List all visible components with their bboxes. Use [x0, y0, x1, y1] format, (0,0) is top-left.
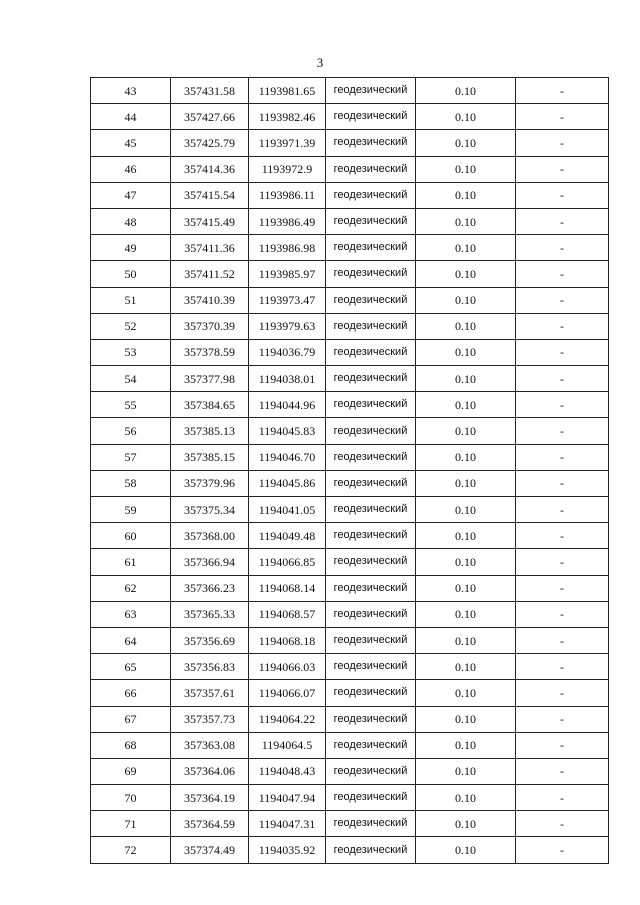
method-cell: геодезический: [326, 392, 416, 418]
x-coordinate-cell: 357425.79: [171, 130, 249, 156]
y-coordinate-cell: 1193985.97: [249, 261, 326, 287]
point-number-cell: 51: [91, 287, 171, 313]
table-row: [91, 339, 609, 365]
table-row: [91, 627, 609, 653]
description-cell: -: [516, 706, 609, 732]
x-coordinate-cell: 357431.58: [171, 78, 249, 104]
x-coordinate-cell: 357378.59: [171, 339, 249, 365]
precision-cell: 0.10: [416, 418, 516, 444]
y-coordinate-cell: 1193986.98: [249, 235, 326, 261]
y-coordinate-cell: 1194066.07: [249, 680, 326, 706]
x-coordinate-cell: 357375.34: [171, 497, 249, 523]
description-cell: -: [516, 654, 609, 680]
table-row: [91, 235, 609, 261]
x-coordinate-cell: 357411.52: [171, 261, 249, 287]
method-cell: геодезический: [326, 654, 416, 680]
method-cell: геодезический: [326, 130, 416, 156]
description-cell: -: [516, 497, 609, 523]
table-row: [91, 313, 609, 339]
y-coordinate-cell: 1193986.11: [249, 182, 326, 208]
x-coordinate-cell: 357411.36: [171, 235, 249, 261]
point-number-cell: 72: [91, 837, 171, 863]
description-cell: -: [516, 235, 609, 261]
description-cell: -: [516, 261, 609, 287]
method-cell: геодезический: [326, 339, 416, 365]
x-coordinate-cell: 357427.66: [171, 104, 249, 130]
point-number-cell: 49: [91, 235, 171, 261]
description-cell: -: [516, 523, 609, 549]
method-cell: геодезический: [326, 261, 416, 287]
table-row: [91, 680, 609, 706]
precision-cell: 0.10: [416, 758, 516, 784]
table-row: [91, 78, 609, 104]
x-coordinate-cell: 357356.83: [171, 654, 249, 680]
x-coordinate-cell: 357363.08: [171, 732, 249, 758]
table-row: [91, 182, 609, 208]
description-cell: -: [516, 208, 609, 234]
table-row: [91, 523, 609, 549]
y-coordinate-cell: 1194046.70: [249, 444, 326, 470]
page-number: 3: [316, 55, 324, 70]
x-coordinate-cell: 357356.69: [171, 627, 249, 653]
point-number-cell: 66: [91, 680, 171, 706]
description-cell: -: [516, 156, 609, 182]
y-coordinate-cell: 1194048.43: [249, 758, 326, 784]
description-cell: -: [516, 313, 609, 339]
point-number-cell: 53: [91, 339, 171, 365]
table-row: [91, 811, 609, 837]
precision-cell: 0.10: [416, 654, 516, 680]
method-cell: геодезический: [326, 811, 416, 837]
precision-cell: 0.10: [416, 444, 516, 470]
description-cell: -: [516, 470, 609, 496]
method-cell: геодезический: [326, 549, 416, 575]
y-coordinate-cell: 1193972.9: [249, 156, 326, 182]
precision-cell: 0.10: [416, 261, 516, 287]
table-row: [91, 706, 609, 732]
x-coordinate-cell: 357415.54: [171, 182, 249, 208]
precision-cell: 0.10: [416, 497, 516, 523]
y-coordinate-cell: 1194045.86: [249, 470, 326, 496]
method-cell: геодезический: [326, 680, 416, 706]
point-number-cell: 52: [91, 313, 171, 339]
x-coordinate-cell: 357415.49: [171, 208, 249, 234]
y-coordinate-cell: 1194044.96: [249, 392, 326, 418]
x-coordinate-cell: 357364.59: [171, 811, 249, 837]
method-cell: геодезический: [326, 575, 416, 601]
y-coordinate-cell: 1194068.18: [249, 627, 326, 653]
table-row: [91, 287, 609, 313]
point-number-cell: 64: [91, 627, 171, 653]
x-coordinate-cell: 357366.94: [171, 549, 249, 575]
table-row: [91, 444, 609, 470]
y-coordinate-cell: 1194047.31: [249, 811, 326, 837]
x-coordinate-cell: 357357.73: [171, 706, 249, 732]
point-number-cell: 54: [91, 366, 171, 392]
table-row: [91, 470, 609, 496]
description-cell: -: [516, 758, 609, 784]
method-cell: геодезический: [326, 208, 416, 234]
method-cell: геодезический: [326, 287, 416, 313]
table-row: [91, 654, 609, 680]
y-coordinate-cell: 1194041.05: [249, 497, 326, 523]
method-cell: геодезический: [326, 732, 416, 758]
table-row: [91, 156, 609, 182]
precision-cell: 0.10: [416, 313, 516, 339]
precision-cell: 0.10: [416, 287, 516, 313]
precision-cell: 0.10: [416, 130, 516, 156]
description-cell: -: [516, 680, 609, 706]
method-cell: геодезический: [326, 104, 416, 130]
table-row: [91, 208, 609, 234]
table-row: [91, 601, 609, 627]
method-cell: геодезический: [326, 601, 416, 627]
point-number-cell: 50: [91, 261, 171, 287]
precision-cell: 0.10: [416, 601, 516, 627]
method-cell: геодезический: [326, 627, 416, 653]
table-row: [91, 366, 609, 392]
precision-cell: 0.10: [416, 156, 516, 182]
method-cell: геодезический: [326, 706, 416, 732]
coordinates-table-body: [91, 78, 609, 864]
x-coordinate-cell: 357379.96: [171, 470, 249, 496]
method-cell: геодезический: [326, 785, 416, 811]
precision-cell: 0.10: [416, 182, 516, 208]
description-cell: -: [516, 575, 609, 601]
y-coordinate-cell: 1193973.47: [249, 287, 326, 313]
y-coordinate-cell: 1194049.48: [249, 523, 326, 549]
description-cell: -: [516, 732, 609, 758]
table-row: [91, 261, 609, 287]
description-cell: -: [516, 549, 609, 575]
description-cell: -: [516, 811, 609, 837]
table-row: [91, 837, 609, 863]
point-number-cell: 46: [91, 156, 171, 182]
method-cell: геодезический: [326, 78, 416, 104]
description-cell: -: [516, 785, 609, 811]
point-number-cell: 71: [91, 811, 171, 837]
point-number-cell: 61: [91, 549, 171, 575]
description-cell: -: [516, 418, 609, 444]
y-coordinate-cell: 1193982.46: [249, 104, 326, 130]
method-cell: геодезический: [326, 366, 416, 392]
method-cell: геодезический: [326, 470, 416, 496]
table-row: [91, 104, 609, 130]
point-number-cell: 69: [91, 758, 171, 784]
y-coordinate-cell: 1193971.39: [249, 130, 326, 156]
x-coordinate-cell: 357365.33: [171, 601, 249, 627]
description-cell: -: [516, 182, 609, 208]
y-coordinate-cell: 1193979.63: [249, 313, 326, 339]
point-number-cell: 57: [91, 444, 171, 470]
point-number-cell: 68: [91, 732, 171, 758]
precision-cell: 0.10: [416, 732, 516, 758]
description-cell: -: [516, 104, 609, 130]
y-coordinate-cell: 1194045.83: [249, 418, 326, 444]
table-row: [91, 392, 609, 418]
y-coordinate-cell: 1194066.03: [249, 654, 326, 680]
table-row: [91, 549, 609, 575]
point-number-cell: 59: [91, 497, 171, 523]
point-number-cell: 43: [91, 78, 171, 104]
point-number-cell: 45: [91, 130, 171, 156]
y-coordinate-cell: 1194066.85: [249, 549, 326, 575]
point-number-cell: 65: [91, 654, 171, 680]
y-coordinate-cell: 1194036.79: [249, 339, 326, 365]
precision-cell: 0.10: [416, 627, 516, 653]
y-coordinate-cell: 1194047.94: [249, 785, 326, 811]
y-coordinate-cell: 1194038.01: [249, 366, 326, 392]
precision-cell: 0.10: [416, 811, 516, 837]
table-row: [91, 418, 609, 444]
method-cell: геодезический: [326, 497, 416, 523]
precision-cell: 0.10: [416, 78, 516, 104]
point-number-cell: 47: [91, 182, 171, 208]
x-coordinate-cell: 357368.00: [171, 523, 249, 549]
description-cell: -: [516, 444, 609, 470]
method-cell: геодезический: [326, 418, 416, 444]
precision-cell: 0.10: [416, 235, 516, 261]
description-cell: -: [516, 78, 609, 104]
precision-cell: 0.10: [416, 785, 516, 811]
description-cell: -: [516, 339, 609, 365]
x-coordinate-cell: 357357.61: [171, 680, 249, 706]
x-coordinate-cell: 357410.39: [171, 287, 249, 313]
x-coordinate-cell: 357385.15: [171, 444, 249, 470]
precision-cell: 0.10: [416, 680, 516, 706]
method-cell: геодезический: [326, 444, 416, 470]
precision-cell: 0.10: [416, 208, 516, 234]
point-number-cell: 63: [91, 601, 171, 627]
precision-cell: 0.10: [416, 470, 516, 496]
table-row: [91, 575, 609, 601]
precision-cell: 0.10: [416, 575, 516, 601]
table-row: [91, 497, 609, 523]
description-cell: -: [516, 837, 609, 863]
y-coordinate-cell: 1193981.65: [249, 78, 326, 104]
method-cell: геодезический: [326, 313, 416, 339]
point-number-cell: 56: [91, 418, 171, 444]
precision-cell: 0.10: [416, 523, 516, 549]
precision-cell: 0.10: [416, 339, 516, 365]
table-row: [91, 732, 609, 758]
x-coordinate-cell: 357364.06: [171, 758, 249, 784]
coordinates-table: [90, 77, 609, 864]
x-coordinate-cell: 357377.98: [171, 366, 249, 392]
precision-cell: 0.10: [416, 837, 516, 863]
x-coordinate-cell: 357366.23: [171, 575, 249, 601]
description-cell: -: [516, 366, 609, 392]
method-cell: геодезический: [326, 182, 416, 208]
method-cell: геодезический: [326, 156, 416, 182]
y-coordinate-cell: 1194035.92: [249, 837, 326, 863]
method-cell: геодезический: [326, 758, 416, 784]
y-coordinate-cell: 1194064.5: [249, 732, 326, 758]
x-coordinate-cell: 357374.49: [171, 837, 249, 863]
point-number-cell: 62: [91, 575, 171, 601]
description-cell: -: [516, 601, 609, 627]
table-row: [91, 130, 609, 156]
x-coordinate-cell: 357364.19: [171, 785, 249, 811]
description-cell: -: [516, 287, 609, 313]
method-cell: геодезический: [326, 837, 416, 863]
table-row: [91, 758, 609, 784]
precision-cell: 0.10: [416, 392, 516, 418]
precision-cell: 0.10: [416, 706, 516, 732]
x-coordinate-cell: 357384.65: [171, 392, 249, 418]
point-number-cell: 70: [91, 785, 171, 811]
x-coordinate-cell: 357414.36: [171, 156, 249, 182]
table-row: [91, 785, 609, 811]
precision-cell: 0.10: [416, 366, 516, 392]
method-cell: геодезический: [326, 235, 416, 261]
point-number-cell: 60: [91, 523, 171, 549]
point-number-cell: 48: [91, 208, 171, 234]
precision-cell: 0.10: [416, 549, 516, 575]
x-coordinate-cell: 357385.13: [171, 418, 249, 444]
description-cell: -: [516, 392, 609, 418]
method-cell: геодезический: [326, 523, 416, 549]
y-coordinate-cell: 1194064.22: [249, 706, 326, 732]
description-cell: -: [516, 130, 609, 156]
point-number-cell: 55: [91, 392, 171, 418]
point-number-cell: 67: [91, 706, 171, 732]
y-coordinate-cell: 1193986.49: [249, 208, 326, 234]
y-coordinate-cell: 1194068.14: [249, 575, 326, 601]
point-number-cell: 44: [91, 104, 171, 130]
y-coordinate-cell: 1194068.57: [249, 601, 326, 627]
x-coordinate-cell: 357370.39: [171, 313, 249, 339]
precision-cell: 0.10: [416, 104, 516, 130]
description-cell: -: [516, 627, 609, 653]
point-number-cell: 58: [91, 470, 171, 496]
